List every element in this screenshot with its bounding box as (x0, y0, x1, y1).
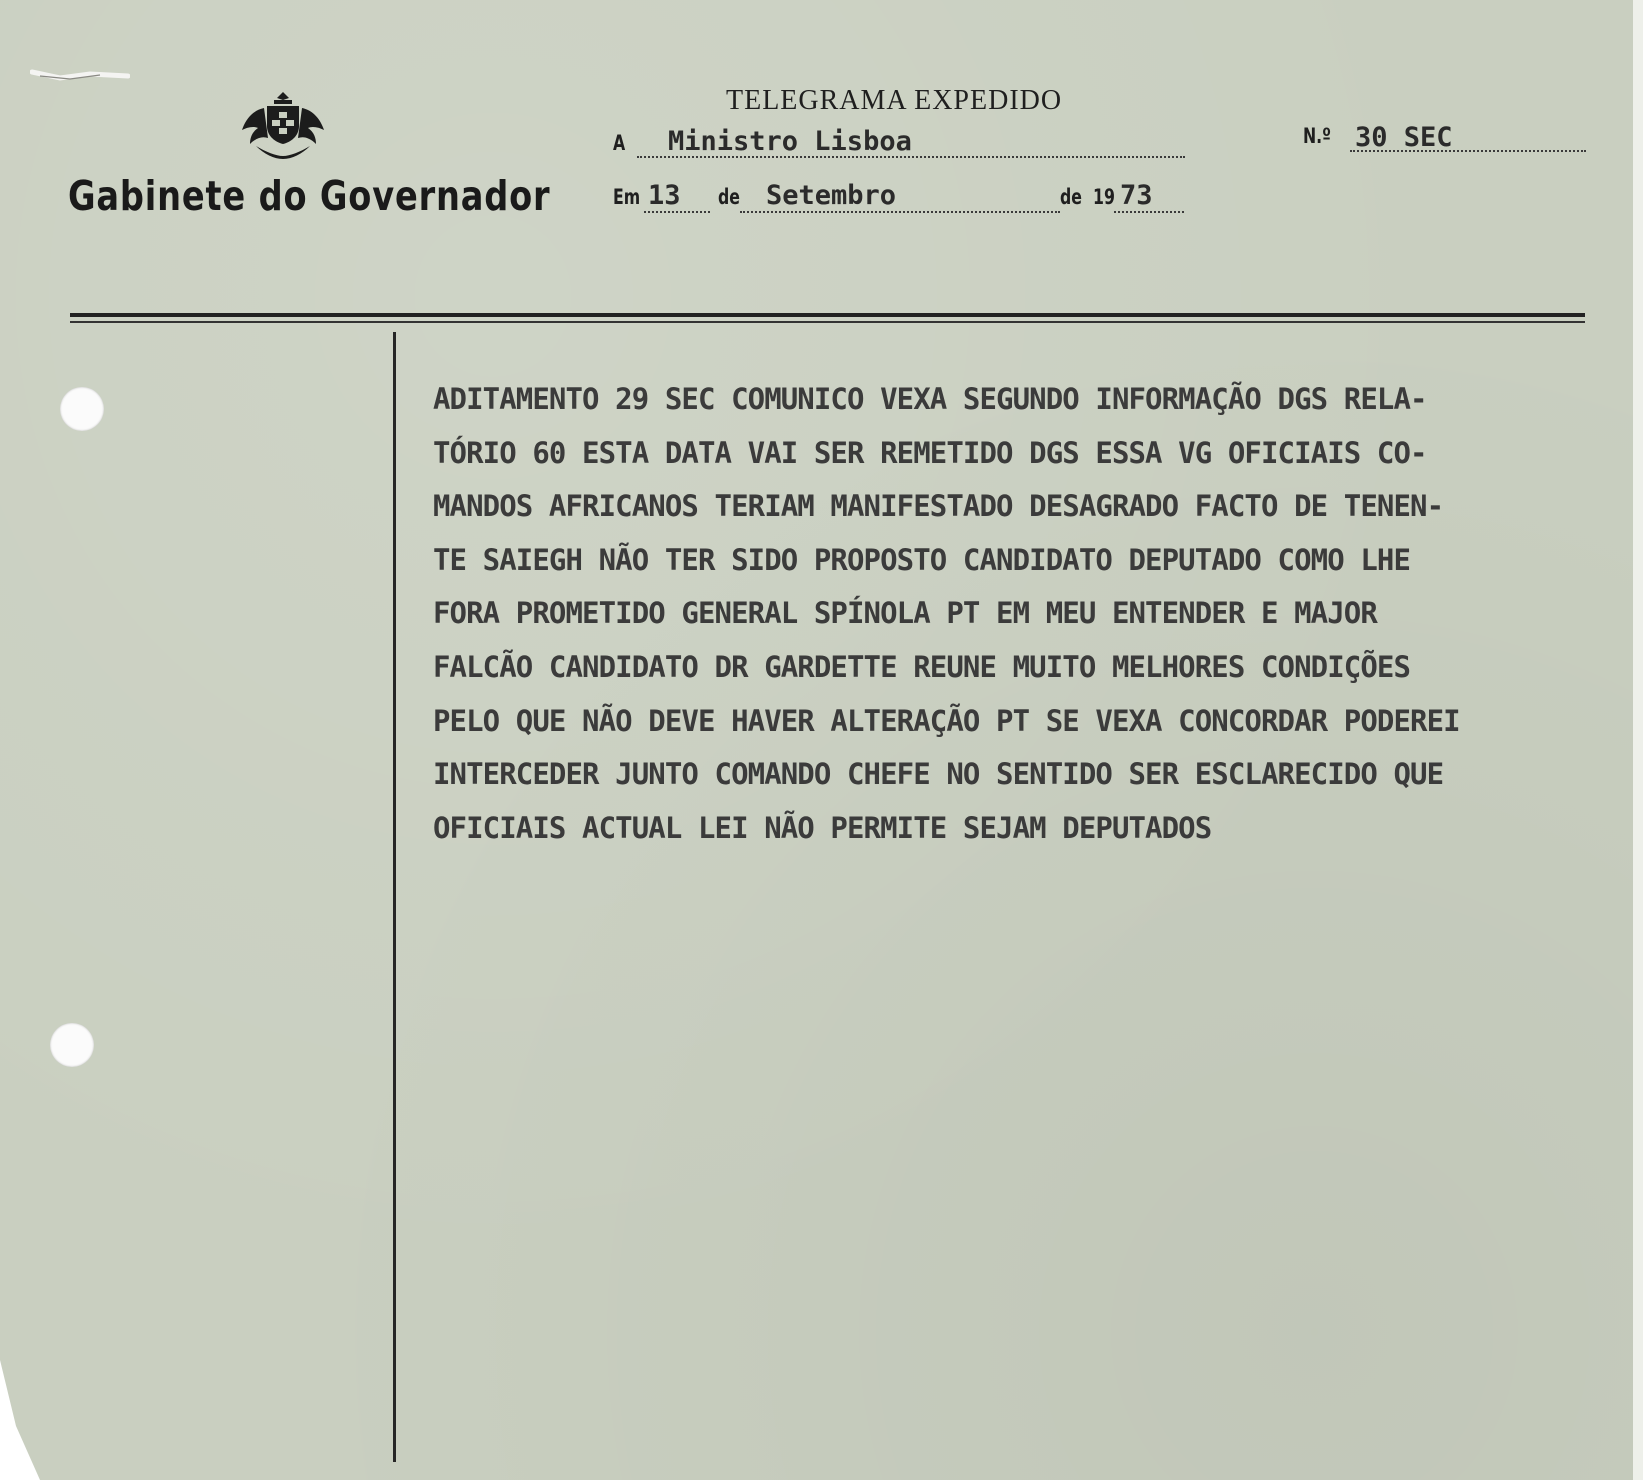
punch-hole-top (60, 387, 104, 431)
paper-edge (1633, 0, 1643, 1480)
organization-name: Gabinete do Governador (68, 172, 551, 220)
number-label: N.º (1303, 124, 1332, 148)
message-line: MANDOS AFRICANOS TERIAM MANIFESTADO DESAGRADO FACTO DE TENEN- (433, 489, 1444, 524)
to-value: Ministro Lisboa (668, 126, 912, 157)
staple-mark (30, 66, 130, 82)
message-line: INTERCEDER JUNTO COMANDO CHEFE NO SENTIDO SER ESCLARECIDO QUE (433, 757, 1444, 792)
margin-line (393, 332, 396, 1462)
message-line: TÓRIO 60 ESTA DATA VAI SER REMETIDO DGS ESSA VG OFICIAIS CO- (433, 435, 1427, 470)
header-rule-thin (70, 321, 1585, 323)
message-line: ADITAMENTO 29 SEC COMUNICO VEXA SEGUNDO INFORMAÇÃO DGS RELA- (433, 382, 1427, 416)
year-prefix: 19 (1093, 185, 1115, 209)
paper-tear (0, 1360, 40, 1480)
message-line: FORA PROMETIDO GENERAL SPÍNOLA PT EM MEU ENTENDER E MAJOR (433, 596, 1377, 631)
number-value: 30 SEC (1355, 122, 1453, 153)
message-line: FALCÃO CANDIDATO DR GARDETTE REUNE MUITO MELHORES CONDIÇÕES (433, 649, 1411, 684)
date-de-label-2: de (1060, 185, 1082, 209)
coat-of-arms-icon (236, 88, 330, 160)
date-day: 13 (648, 180, 681, 211)
date-de-label-1: de (718, 185, 740, 209)
message-line: TE SAIEGH NÃO TER SIDO PROPOSTO CANDIDATO DEPUTADO COMO LHE (433, 542, 1411, 577)
day-dotted-line (644, 211, 710, 213)
header-rule-thick (70, 313, 1585, 317)
message-body (433, 373, 1633, 855)
date-month: Setembro (766, 180, 897, 211)
message-line: PELO QUE NÃO DEVE HAVER ALTERAÇÃO PT SE VEXA CONCORDAR PODEREI (433, 703, 1460, 738)
message-line: OFICIAIS ACTUAL LEI NÃO PERMITE SEJAM DEPUTADOS (433, 810, 1212, 845)
form-title: TELEGRAMA EXPEDIDO (726, 85, 1063, 116)
to-label: A (613, 131, 626, 155)
month-dotted-line (740, 211, 1060, 213)
date-prefix-label: Em (613, 185, 641, 209)
year-suffix: 73 (1120, 180, 1153, 211)
year-dotted-line (1114, 211, 1184, 213)
punch-hole-bottom (50, 1023, 94, 1067)
